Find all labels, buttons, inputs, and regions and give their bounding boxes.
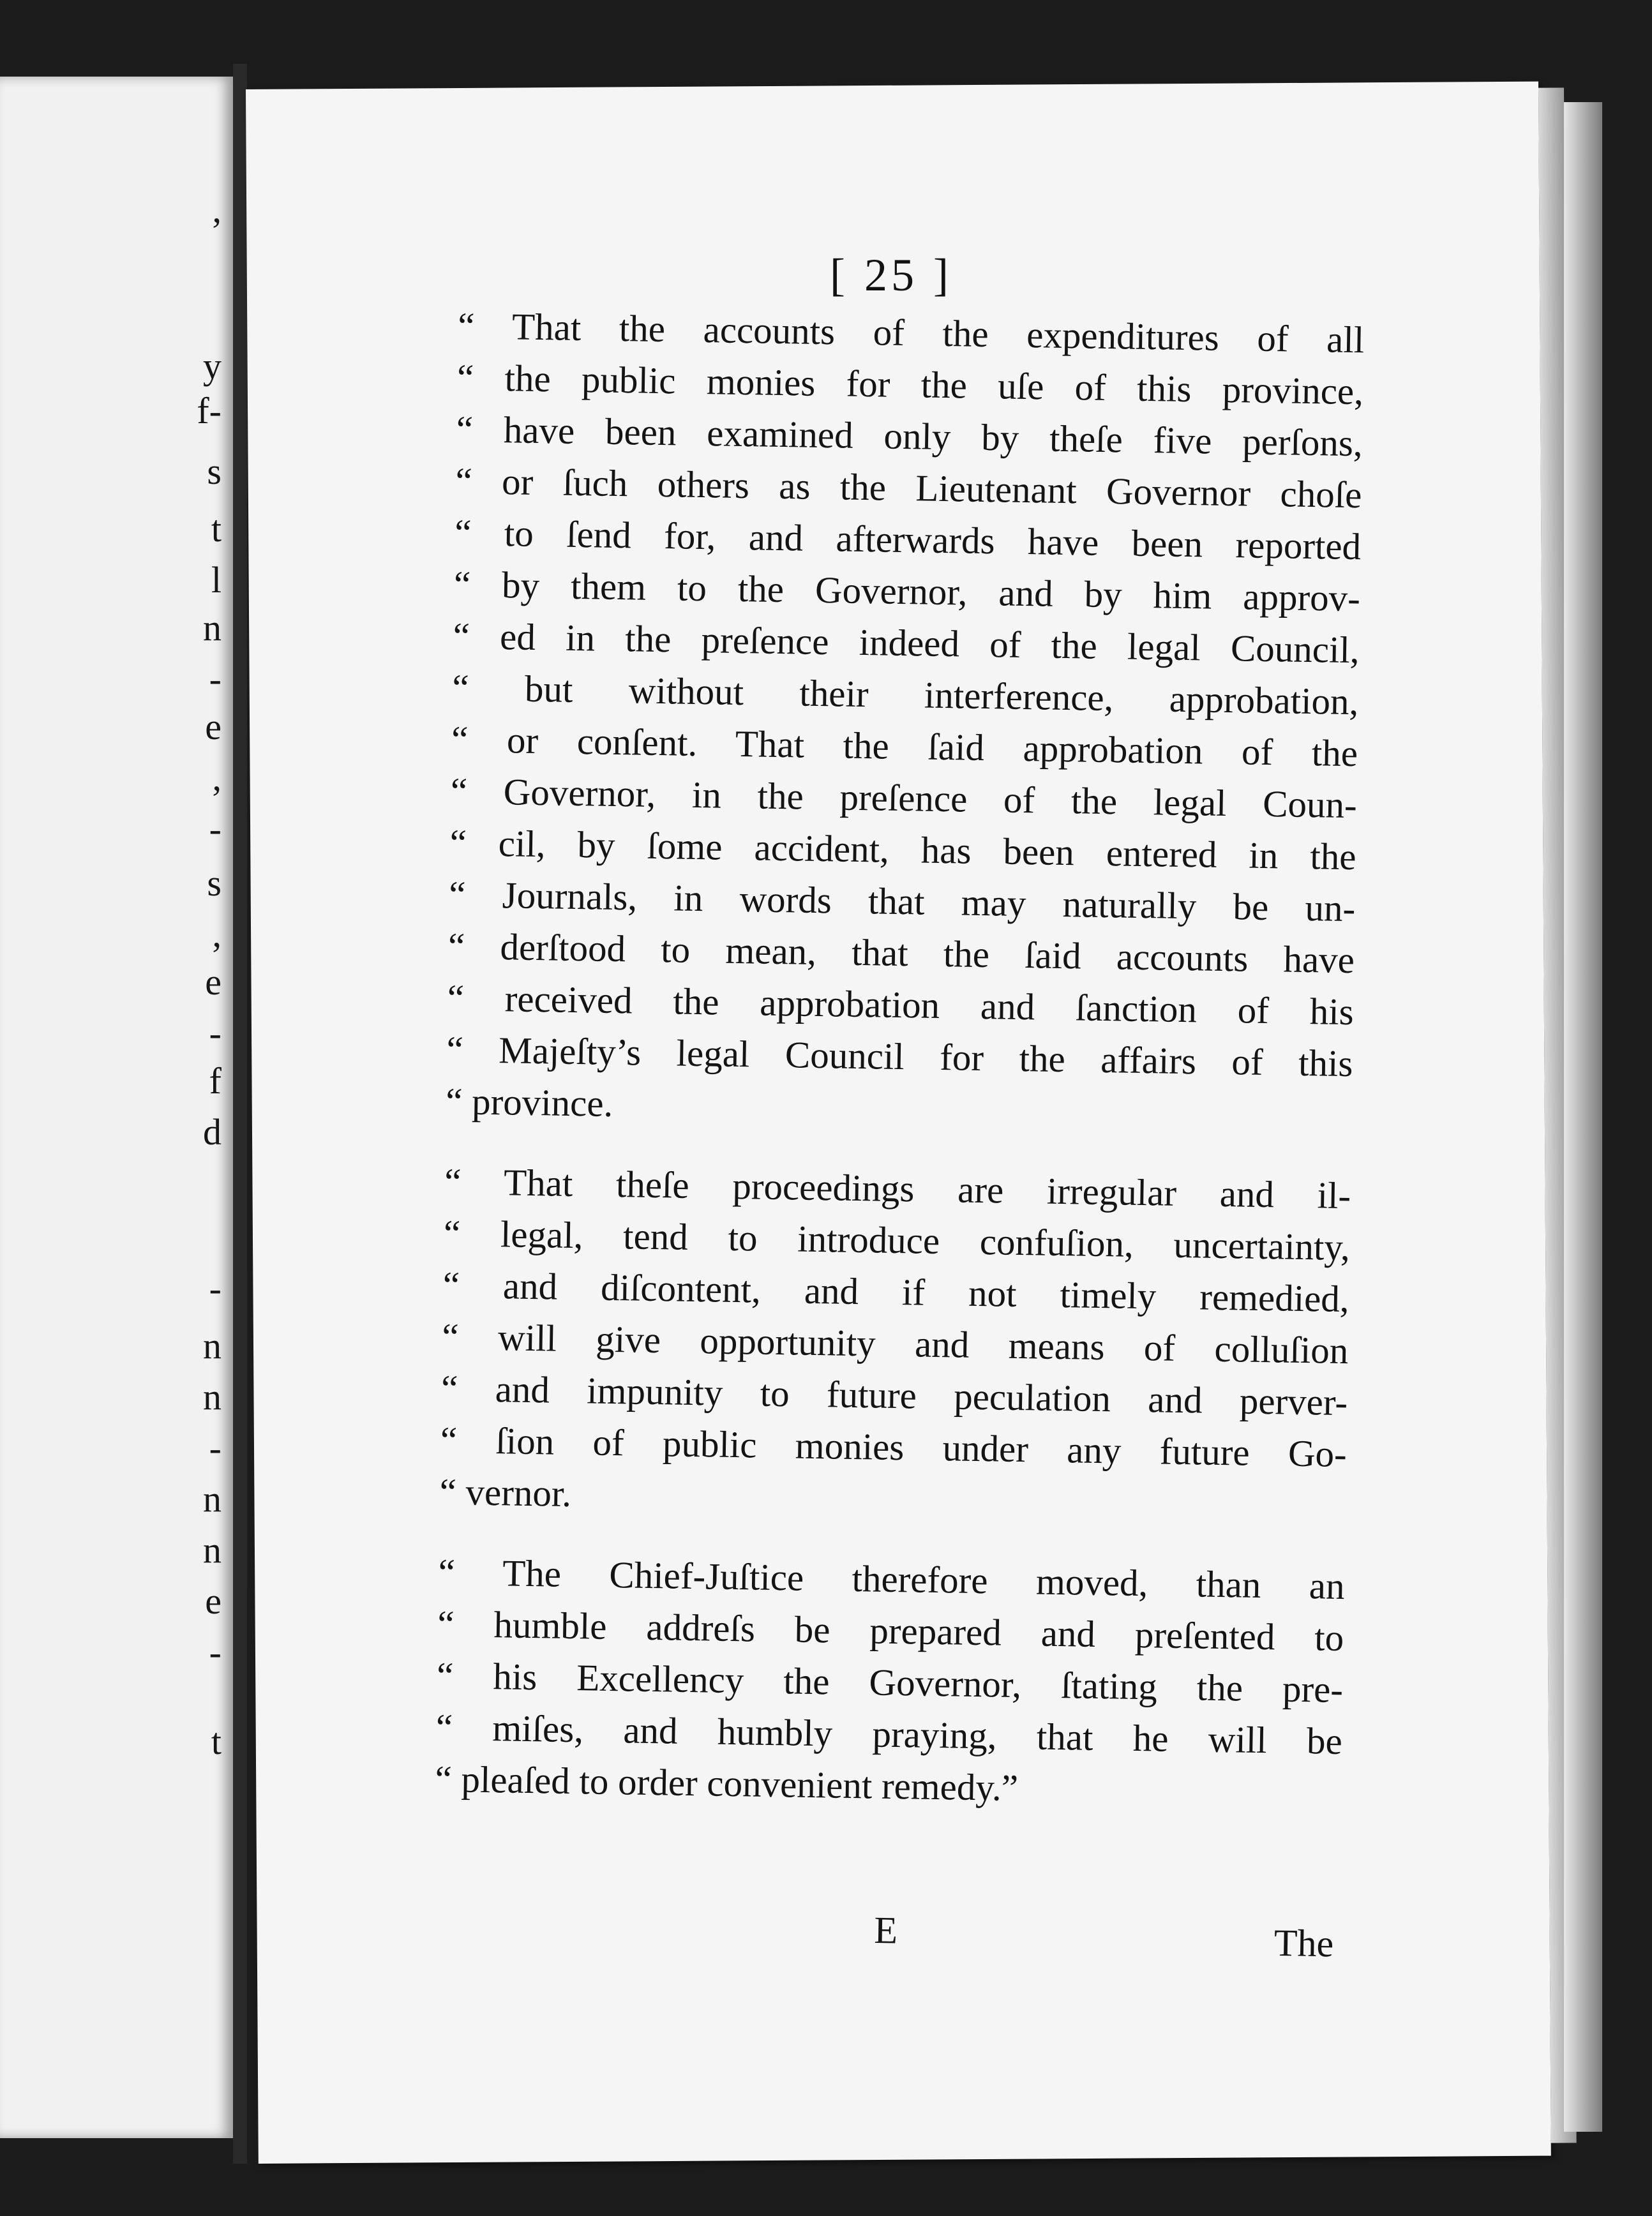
text-line: “ received the approbation and ſanction of his — [447, 976, 1355, 1033]
left-page-fragment: - — [209, 1631, 222, 1673]
text-line: “ miſes, and humbly praying, that he will be — [435, 1705, 1343, 1763]
text-line: “ The Chief-Juſtice therefore moved, than an — [438, 1550, 1346, 1608]
left-page-fragment: n — [203, 1478, 222, 1520]
text-line: “ ed in the preſence indeed of the legal Council, — [453, 614, 1360, 671]
left-page-fragment: e — [205, 706, 222, 747]
text-line: “ his Excellency the Governor, ſtating the pre- — [436, 1654, 1344, 1711]
left-page-fragment: n — [203, 607, 222, 648]
text-line: “ derſtood to mean, that the ſaid accounts have — [447, 924, 1355, 982]
text-line: “ ſion of public monies under any future Go- — [440, 1418, 1348, 1476]
left-page-fragment: , — [212, 757, 222, 798]
left-page-fragment: , — [212, 189, 222, 230]
page-edge — [1564, 102, 1602, 2132]
left-page-fragment: d — [203, 1111, 222, 1153]
left-page-fragment: y — [203, 345, 222, 387]
left-facing-page — [0, 77, 233, 2138]
body-text — [435, 300, 1365, 1819]
text-line: “ legal, tend to introduce confuſion, uncertainty, — [443, 1211, 1351, 1269]
text-line: “ the public monies for the uſe of this province, — [456, 356, 1364, 413]
left-page-fragment: n — [203, 1325, 222, 1366]
left-page-fragment: - — [209, 658, 222, 700]
text-line: “ or conſent. That the ſaid approbation of the — [451, 717, 1358, 775]
left-page-fragment: - — [209, 808, 222, 850]
text-line: “ or ſuch others as the Lieutenant Governor choſe — [455, 459, 1362, 516]
left-page-fragment: t — [211, 1721, 222, 1762]
left-page-fragment: , — [212, 913, 222, 955]
catchword: The — [1273, 1921, 1334, 1965]
left-page-fragment: s — [207, 862, 222, 904]
left-page-fragment: f- — [197, 390, 222, 431]
text-line: “ cil, by ſome accident, has been entered in the — [449, 821, 1356, 878]
text-line: “ That theſe proceedings are irregular and il- — [444, 1160, 1351, 1217]
signature-mark: E — [873, 1908, 898, 1952]
left-page-fragment: e — [205, 961, 222, 1003]
left-page-fragment: - — [209, 1427, 222, 1469]
text-line: “ have been examined only by theſe five perſons, — [456, 407, 1363, 465]
text-line: “ Majeſty’s legal Council for the affairs of this — [446, 1028, 1353, 1085]
paragraph-3 — [435, 1546, 1345, 1819]
left-page-fragment: n — [203, 1529, 222, 1571]
text-line: “ vernor. — [439, 1470, 572, 1515]
left-page-fragment: n — [203, 1376, 222, 1418]
text-line: “ and diſcontent, and if not timely remedied, — [442, 1263, 1350, 1321]
book-gutter — [233, 64, 247, 2164]
text-line: “ Journals, in words that may naturally be un- — [448, 872, 1356, 930]
text-line: “ humble addreſs be prepared and preſented to — [437, 1602, 1344, 1659]
page-number: [ 25 ] — [830, 250, 952, 301]
left-page-fragment: e — [205, 1580, 222, 1622]
text-line: “ but without their interference, approbation, — [451, 666, 1359, 723]
text-line: “ and impunity to future peculation and perver- — [440, 1366, 1348, 1424]
text-line: “ will give opportunity and means of colluſion — [441, 1315, 1349, 1372]
text-line: “ province. — [445, 1079, 613, 1125]
left-page-fragment: f — [209, 1060, 222, 1102]
left-page-fragment: - — [209, 1268, 222, 1309]
left-page-fragment: t — [211, 508, 222, 550]
text-line: “ pleaſed to order convenient remedy.” — [435, 1757, 1019, 1809]
text-line: “ Governor, in the preſence of the legal Coun- — [450, 769, 1358, 827]
text-line: “ That the accounts of the expenditures of all — [457, 304, 1365, 361]
paragraph-2 — [439, 1156, 1351, 1532]
text-line: “ by them to the Governor, and by him approv- — [453, 562, 1361, 620]
left-page-fragment: l — [211, 559, 222, 601]
left-page-fragment: - — [209, 1012, 222, 1054]
text-line: “ to ſend for, and afterwards have been reported — [454, 511, 1362, 568]
paragraph-1 — [446, 300, 1365, 1141]
left-page-fragment: s — [207, 451, 222, 492]
